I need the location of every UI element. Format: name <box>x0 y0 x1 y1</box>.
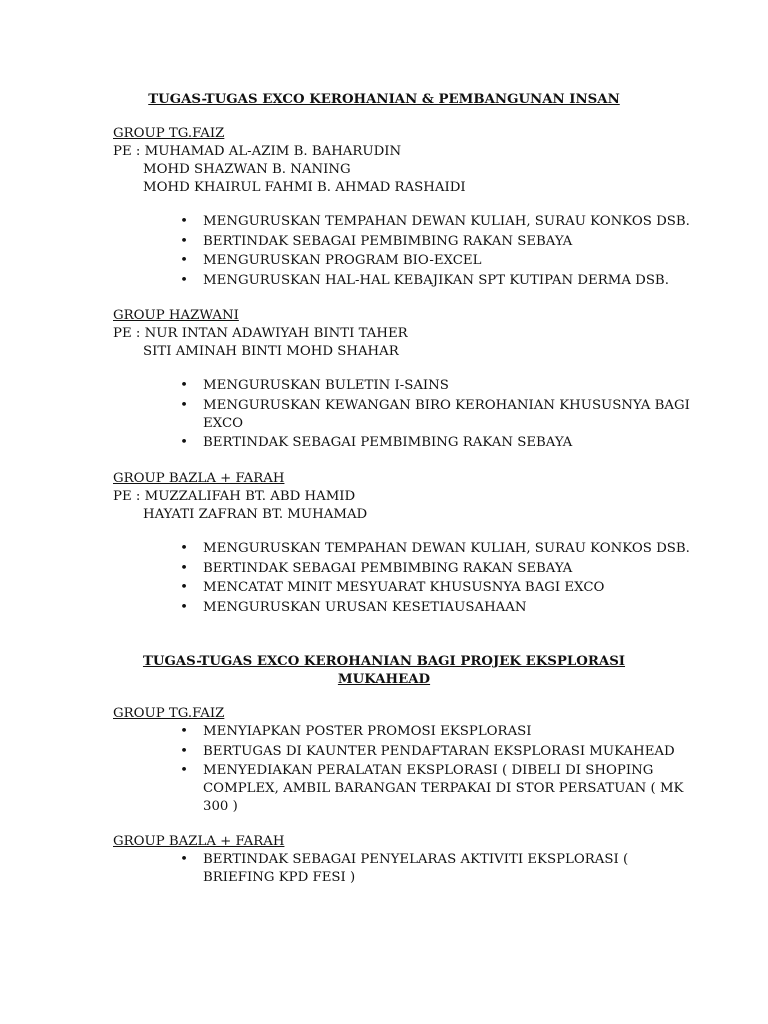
task-list <box>180 851 643 889</box>
list-item <box>180 377 703 395</box>
group-block-hazwani <box>113 307 673 361</box>
group-heading: GROUP BAZLA + FARAH <box>113 471 285 486</box>
list-item <box>180 560 718 578</box>
document-title: TUGAS-TUGAS EXCO KEROHANIAN & PEMBANGUNAN INSAN <box>148 92 620 107</box>
section-title: TUGAS-TUGAS EXCO KEROHANIAN BAGI PROJEK EKSPLORASI <box>142 654 626 669</box>
bullet-icon: • <box>180 378 188 393</box>
list-item <box>180 397 703 433</box>
bullet-icon: • <box>180 233 188 249</box>
bullet-icon: • <box>180 580 188 595</box>
list-item <box>180 579 718 597</box>
member-name: NUR INTAN ADAWIYAH BINTI TAHER <box>144 326 408 341</box>
task-text: MENGURUSKAN BULETIN I-SAINS <box>203 378 449 393</box>
task-text: BERTINDAK SEBAGAI PEMBIMBING RAKAN SEBAYA <box>203 233 573 249</box>
task-list <box>180 213 718 291</box>
bullet-icon: • <box>180 743 188 759</box>
group-block-tg-faiz <box>113 125 673 197</box>
task-list <box>180 540 718 618</box>
task-text: MENYEDIAKAN PERALATAN EKSPLORASI ( DIBELI DI SHOPING COMPLEX, AMBIL BARANGAN TERPAKAI DI STOR PERSATUAN ( MK 300 ) <box>203 763 684 814</box>
bullet-icon: • <box>180 397 188 413</box>
bullet-icon: • <box>180 599 188 615</box>
list-item <box>180 233 718 251</box>
list-item <box>180 743 698 761</box>
task-text: MENGURUSKAN HAL-HAL KEBAJIKAN SPT KUTIPAN DERMA DSB. <box>203 272 669 288</box>
pe-line <box>113 143 673 161</box>
task-text: MENGURUSKAN PROGRAM BIO-EXCEL <box>203 253 482 268</box>
task-text: BERTINDAK SEBAGAI PENYELARAS AKTIVITI EKSPLORASI ( BRIEFING KPD FESI ) <box>203 852 629 885</box>
pe-line <box>113 325 673 343</box>
list-item <box>180 762 698 816</box>
list-item <box>180 599 718 617</box>
member-name: MOHD SHAZWAN B. NANING <box>143 162 351 177</box>
bullet-icon: • <box>180 214 188 229</box>
pe-line <box>113 488 673 506</box>
member-name: MOHD KHAIRUL FAHMI B. AHMAD RASHAIDI <box>143 180 466 195</box>
task-text: MENYIAPKAN POSTER PROMOSI EKSPLORASI <box>203 724 532 739</box>
task-text: MENCATAT MINIT MESYUARAT KHUSUSNYA BAGI EXCO <box>203 580 605 595</box>
group-heading: GROUP BAZLA + FARAH <box>113 834 285 849</box>
task-text: MENGURUSKAN TEMPAHAN DEWAN KULIAH, SURAU KONKOS DSB. <box>203 541 690 556</box>
task-text: MENGURUSKAN TEMPAHAN DEWAN KULIAH, SURAU KONKOS DSB. <box>203 214 690 229</box>
list-item <box>180 252 718 270</box>
pe-label: PE : <box>113 489 141 504</box>
bullet-icon: • <box>180 253 188 268</box>
list-item <box>180 434 703 452</box>
task-text: MENGURUSKAN URUSAN KESETIAUSAHAAN <box>203 599 527 615</box>
bullet-icon: • <box>180 435 188 450</box>
task-text: MENGURUSKAN KEWANGAN BIRO KEROHANIAN KHUSUSNYA BAGI EXCO <box>203 397 690 431</box>
group-heading: GROUP TG.FAIZ <box>113 126 225 141</box>
member-name: MUHAMAD AL-AZIM B. BAHARUDIN <box>144 144 402 159</box>
pe-label: PE : <box>113 144 141 159</box>
list-item <box>180 851 643 887</box>
list-item <box>180 723 698 741</box>
bullet-icon: • <box>180 541 188 556</box>
member-name: MUZZALIFAH BT. ABD HAMID <box>144 489 356 504</box>
list-item <box>180 213 718 231</box>
group-block-bazla-farah-eksplorasi <box>113 833 673 851</box>
list-item <box>180 540 718 558</box>
task-text: BERTUGAS DI KAUNTER PENDAFTARAN EKSPLORASI MUKAHEAD <box>203 743 675 759</box>
bullet-icon: • <box>180 763 188 778</box>
group-block-tg-faiz-eksplorasi <box>113 705 673 723</box>
bullet-icon: • <box>180 272 188 288</box>
group-heading: GROUP HAZWANI <box>113 308 239 323</box>
bullet-icon: • <box>180 724 188 739</box>
bullet-icon: • <box>180 852 188 867</box>
task-list <box>180 723 698 818</box>
pe-label: PE : <box>113 326 141 341</box>
member-name: SITI AMINAH BINTI MOHD SHAHAR <box>143 344 399 359</box>
task-list <box>180 377 703 454</box>
task-text: BERTINDAK SEBAGAI PEMBIMBING RAKAN SEBAYA <box>203 560 573 576</box>
group-block-bazla-farah <box>113 470 673 524</box>
task-text: BERTINDAK SEBAGAI PEMBIMBING RAKAN SEBAYA <box>203 435 573 450</box>
section-title-continued: MUKAHEAD <box>337 672 431 687</box>
list-item <box>180 272 718 290</box>
group-heading: GROUP TG.FAIZ <box>113 706 225 721</box>
bullet-icon: • <box>180 560 188 576</box>
member-name: HAYATI ZAFRAN BT. MUHAMAD <box>143 507 368 522</box>
